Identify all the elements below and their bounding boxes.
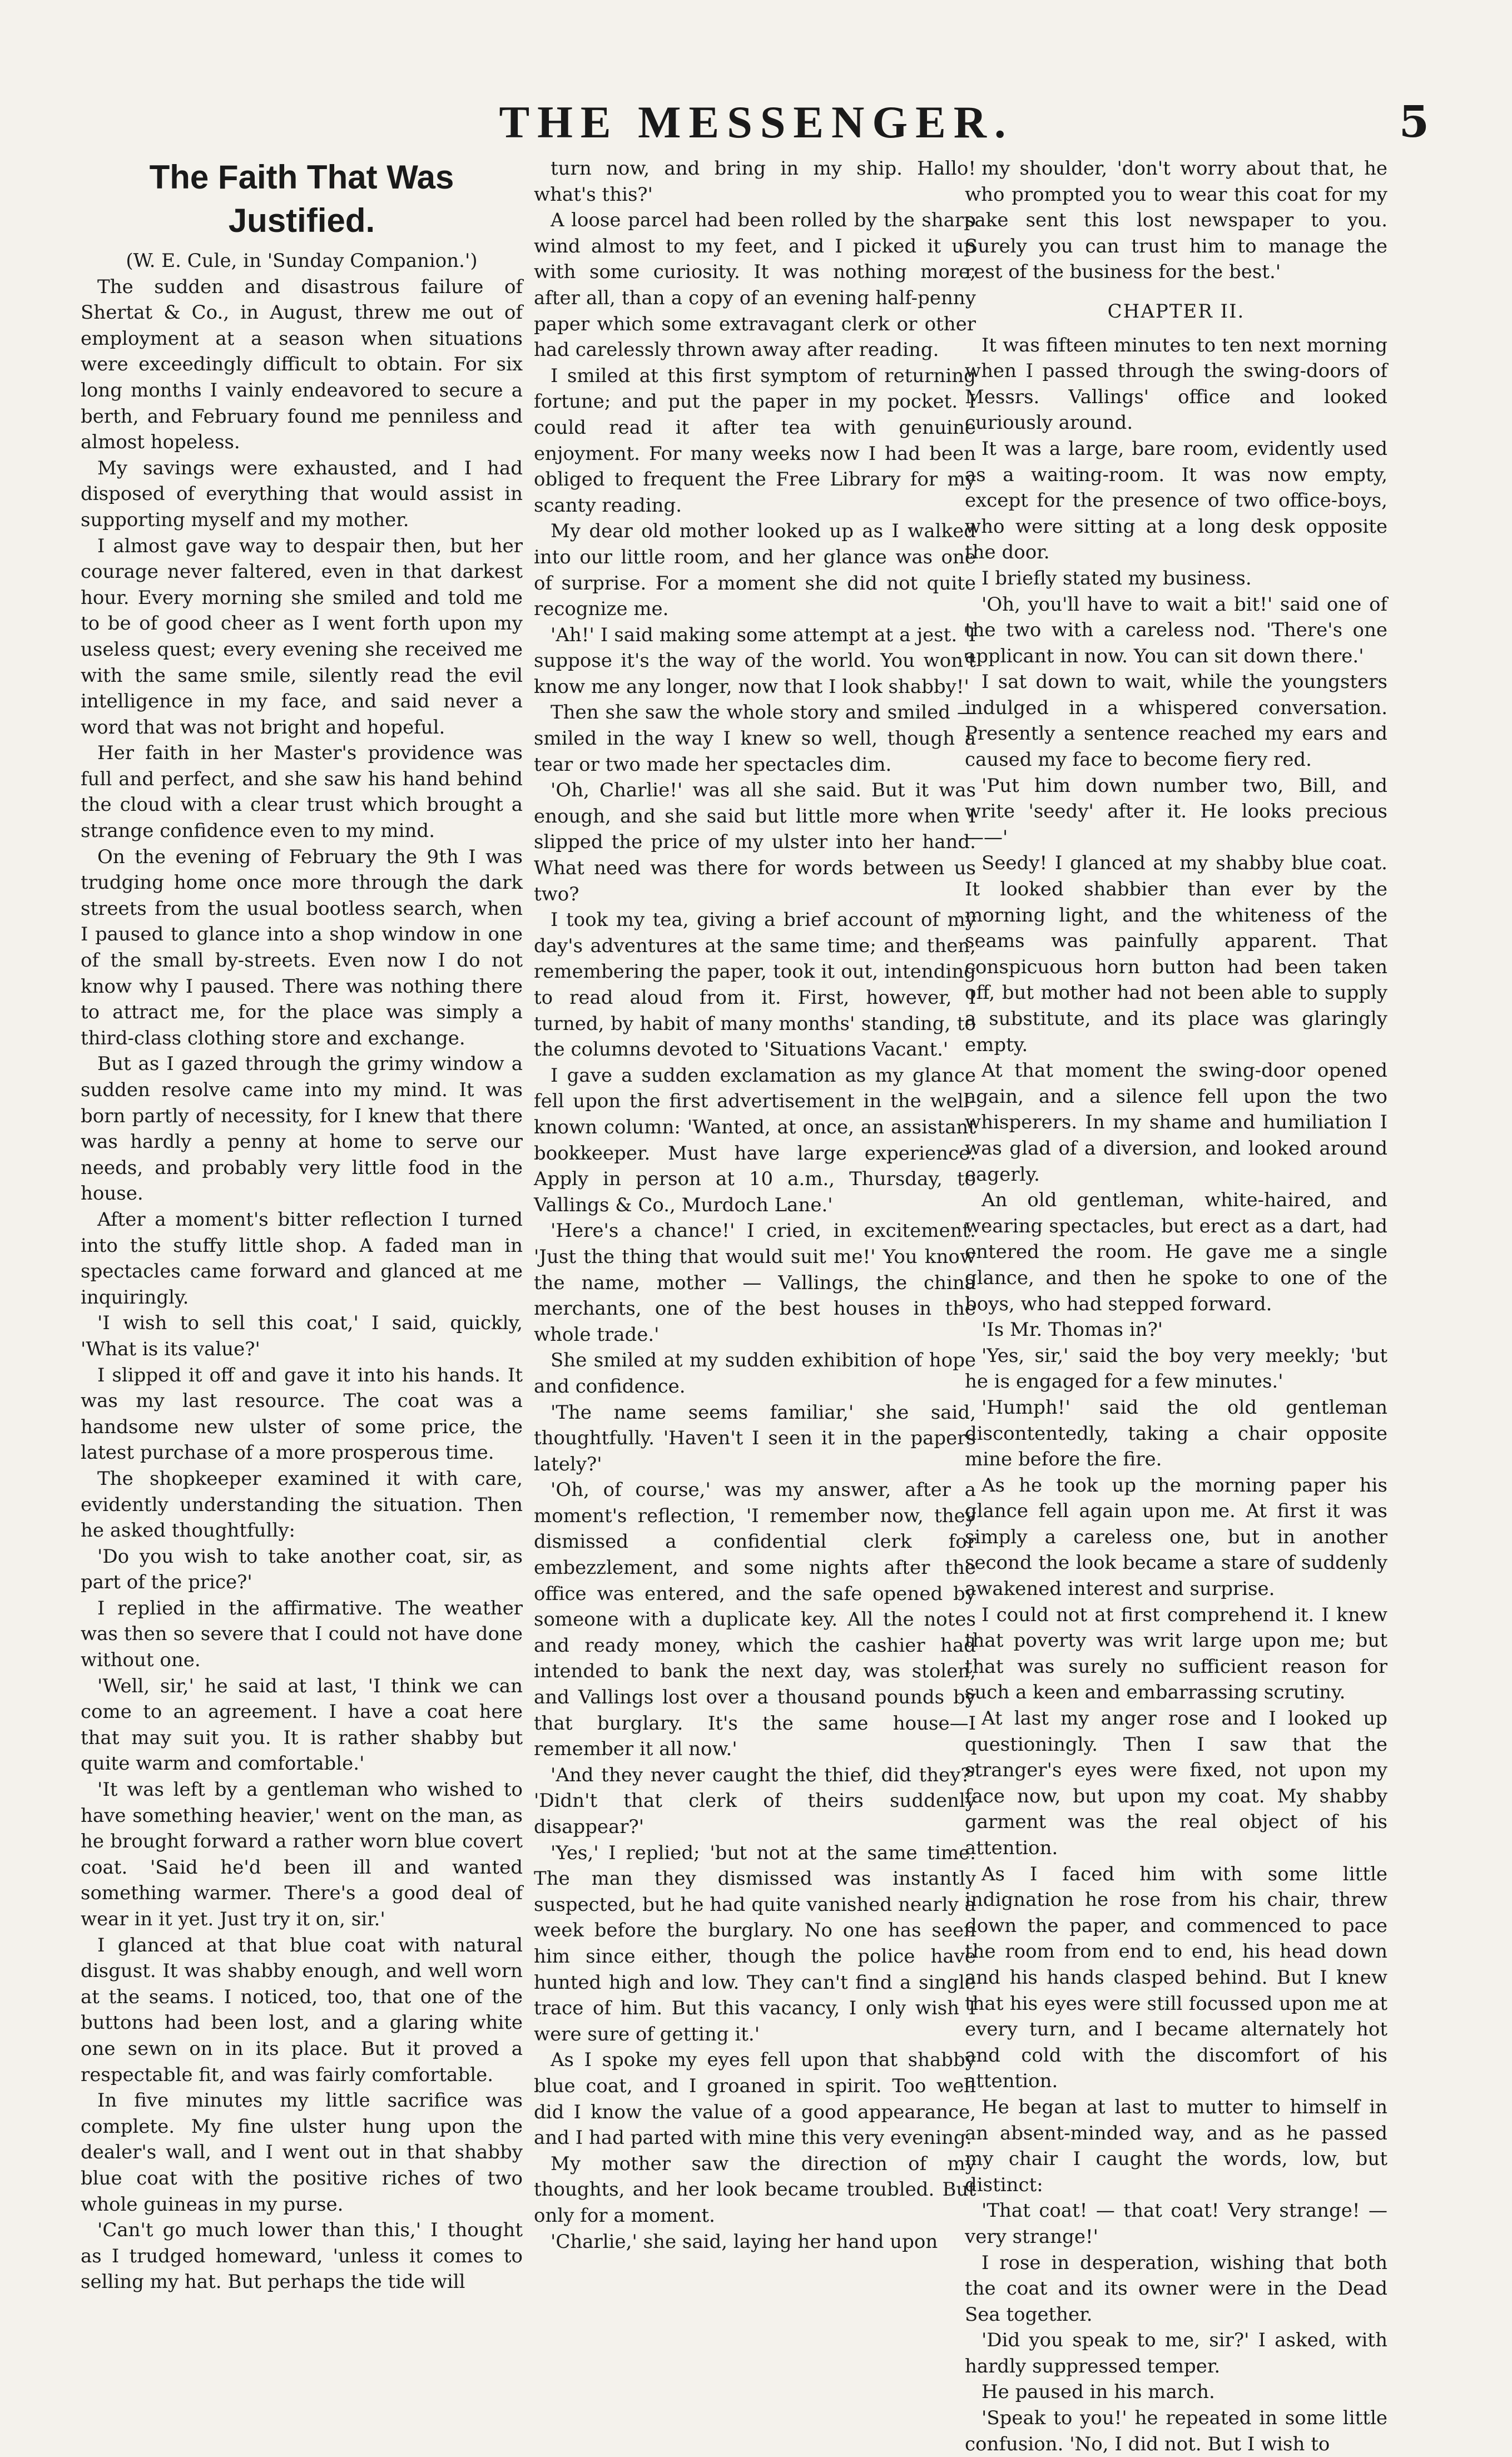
paragraph: I took my tea, giving a brief account of my day's adventures at the same time; and then, remembering the paper, took it out, intending to read aloud from it. First, however, I turned, by habit of many months' standing, to the columns devoted to 'Situations Vacant.' [534, 909, 976, 1061]
paragraph: It was a large, bare room, evidently used as a waiting-room. It was now empty, except for the presence of two office-boys, who were sitting at a long desk opposite the door. [965, 437, 1387, 564]
masthead-title: THE MESSENGER. [499, 97, 1014, 147]
column-1-body [81, 274, 523, 2295]
paragraph: 'Oh, of course,' was my answer, after a moment's reflection, 'I remember now, they dismissed a confidential clerk for embezzlement, and some nights after the office was entered, and the safe opened by someone with a duplicate key. All the notes and ready money, which the cashier had intended to bank the next day, was stolen, and Vallings lost over a thousand pounds by that burglary. It's the same house—I remember it all now.' [534, 1479, 976, 1761]
paragraph: At that moment the swing-door opened again, and a silence fell upon the two whisperers. In my shame and humiliation I was glad of a diversion, and looked around eagerly. [965, 1059, 1387, 1186]
paragraph: Her faith in her Master's providence was full and perfect, and she saw his hand behind the cloud with a clear trust which brought a strange confidence even to my mind. [81, 742, 523, 843]
paragraph: The shopkeeper examined it with care, evidently understanding the situation. Then he asked thoughtfully: [81, 1467, 523, 1542]
paragraph: 'Yes,' I replied; 'but not at the same time. The man they dismissed was instantly suspected, but he had quite vanished nearly a week before the burglary. No one has seen him since either, though the police have hunted high and low. They can't find a single trace of him. But this vacancy, I only wish I were sure of getting it.' [534, 1841, 976, 2045]
paragraph: 'Put him down number two, Bill, and write 'seedy' after it. He looks precious ——' [965, 774, 1387, 849]
paragraph: I replied in the affirmative. The weather was then so severe that I could not have done without one. [81, 1597, 523, 1672]
paragraph: 'Do you wish to take another coat, sir, as part of the price?' [81, 1545, 523, 1594]
paragraph: My mother saw the direction of my thoughts, and her look became troubled. But only for a moment. [534, 2152, 976, 2227]
article-column-1 [81, 156, 523, 2308]
paragraph: As I spoke my eyes fell upon that shabby blue coat, and I groaned in spirit. Too well did I know the value of a good appearance, and I had parted with mine this very evening. [534, 2049, 976, 2149]
paragraph: 'Speak to you!' he repeated in some little confusion. 'No, I did not. But I wish to [965, 2407, 1387, 2455]
paragraph: 'Is Mr. Thomas in?' [981, 1319, 1163, 1341]
article-column-2 [534, 156, 976, 2308]
paragraph: In five minutes my little sacrifice was complete. My fine ulster hung upon the dealer's wall, and I went out in that shabby blue coat with the positive riches of two whole guineas in my purse. [81, 2089, 523, 2216]
column-2-body [534, 156, 976, 2255]
paragraph: I rose in desperation, wishing that both the coat and its owner were in the Dead Sea together. [965, 2251, 1387, 2326]
paragraph: After a moment's bitter reflection I turned into the stuffy little shop. A faded man in spectacles came forward and glanced at me inquiringly. [81, 1208, 523, 1309]
paragraph: 'That coat! — that coat! Very strange! —very strange!' [965, 2200, 1387, 2248]
page-number: 5 [1399, 97, 1429, 147]
paragraph: She smiled at my sudden exhibition of hope and confidence. [534, 1349, 976, 1398]
paragraph: I smiled at this first symptom of returning fortune; and put the paper in my pocket. I could read it after tea with genuine enjoyment. For many weeks now I had been obliged to frequent the Free Library for my scanty reading. [534, 364, 976, 517]
paragraph: But as I gazed through the grimy window a sudden resolve came into my mind. It was born partly of necessity, for I knew that there was hardly a penny at home to serve our needs, and probably very little food in the house. [81, 1053, 523, 1205]
paragraph: my shoulder, 'don't worry about that, he who prompted you to wear this coat for my sake sent this lost newspaper to you. Surely you can trust him to manage the rest of the business for the best.' [965, 157, 1387, 284]
paragraph: It was fifteen minutes to ten next morning when I passed through the swing-doors of Messrs. Vallings' office and looked curiously around. [965, 334, 1387, 434]
paragraph: 'Can't go much lower than this,' I thought as I trudged homeward, 'unless it comes to selling my hat. But perhaps the tide will [81, 2219, 523, 2293]
paragraph: Then she saw the whole story and smiled —smiled in the way I knew so well, though a tear or two made her spectacles dim. [534, 701, 976, 776]
paragraph: He paused in his march. [981, 2381, 1215, 2404]
masthead [83, 92, 1429, 153]
paragraph: As he took up the morning paper his glance fell again upon me. At first it was simply a careless one, but in another second the look became a stare of suddenly awakened interest and surprise. [965, 1474, 1387, 1601]
paragraph: 'Oh, Charlie!' was all she said. But it was enough, and she said but little more when I slipped the price of my ulster into her hand. What need was there for words between us two? [534, 779, 976, 905]
paragraph: I glanced at that blue coat with natural disgust. It was shabby enough, and well worn at the seams. I noticed, too, that one of the buttons had been lost, and a glaring white one sewn on in its place. But it proved a respectable fit, and was fairly comfortable. [81, 1934, 523, 2086]
paragraph: 'I wish to sell this coat,' I said, quickly, 'What is its value?' [81, 1312, 523, 1360]
paragraph: My savings were exhausted, and I had disposed of everything that would assist in supporting myself and my mother. [81, 457, 523, 531]
column-3-body [965, 156, 1387, 2457]
paragraph: 'The name seems familiar,' she said, thoughtfully. 'Haven't I seen it in the papers lately?' [534, 1401, 976, 1475]
paragraph: 'Yes, sir,' said the boy very meekly; 'but he is engaged for a few minutes.' [965, 1344, 1387, 1393]
paragraph: He began at last to mutter to himself in an absent-minded way, and as he passed my chair I caught the words, low, but distinct: [965, 2096, 1387, 2196]
paragraph: The sudden and disastrous failure of Shertat & Co., in August, threw me out of employment at a season when situations were exceedingly difficult to obtain. For six long months I vainly endeavored to secure a berth, and February found me penniless and almost hopeless. [81, 275, 523, 454]
paragraph: My dear old mother looked up as I walked into our little room, and her glance was one of surprise. For a moment she did not quite recognize me. [534, 520, 976, 621]
paragraph: I could not at first comprehend it. I knew that poverty was writ large upon me; but that was surely no sufficient reason for such a keen and embarrassing scrutiny. [965, 1603, 1387, 1704]
paragraph: On the evening of February the 9th I was trudging home once more through the dark streets from the usual bootless search, when I paused to glance into a shop window in one of the small by-streets. Even now I do not know why I paused. There was nothing there to attract me, for the place was simply a third-class clothing store and exchange. [81, 845, 523, 1049]
article-column-3 [965, 156, 1387, 2455]
byline: (W. E. Cule, in 'Sunday Companion.') [126, 250, 478, 272]
paragraph: A loose parcel had been rolled by the sharp wind almost to my feet, and I picked it up with some curiosity. It was nothing more, after all, than a copy of an evening half-penny paper which some extravagant clerk or other had carelessly thrown away after reading. [534, 209, 976, 361]
paragraph: 'It was left by a gentleman who wished to have something heavier,' went on the man, as he brought forward a rather worn blue covert coat. 'Said he'd been ill and wanted something warmer. There's a good deal of wear in it yet. Just try it on, sir.' [81, 1779, 523, 1930]
paragraph: I slipped it off and gave it into his hands. It was my last resource. The coat was a handsome new ulster of some price, the latest purchase of a more prosperous time. [81, 1364, 523, 1464]
paragraph: I almost gave way to despair then, but her courage never faltered, even in that darkest hour. Every morning she smiled and told me to be of good cheer as I went forth upon my useless quest; every evening she received me with the same smile, silently read the evil intelligence in my face, and said never a word that was not bright and hopeful. [81, 534, 523, 739]
paragraph: 'Humph!' said the old gentleman discontentedly, taking a chair opposite mine before the fire. [965, 1396, 1387, 1471]
paragraph: 'Charlie,' she said, laying her hand upon [551, 2230, 938, 2253]
paragraph: 'Did you speak to me, sir?' I asked, with hardly suppressed temper. [965, 2329, 1387, 2377]
article-title: The Faith That Was Justified. [149, 158, 454, 239]
paragraph: 'Ah!' I said making some attempt at a jest. 'I suppose it's the way of the world. You won't know me any longer, now that I look shabby!' [534, 623, 976, 698]
paragraph: As I faced him with some little indignation he rose from his chair, threw down the paper, and commenced to pace the room from end to end, his head down and his hands clasped behind. But I knew that his eyes were still focussed upon me at every turn, and I became alternately hot and cold with the discomfort of his attention. [965, 1862, 1387, 2093]
paragraph: 'And they never caught the thief, did they?' 'Didn't that clerk of theirs suddenly disappear?' [534, 1764, 976, 1838]
paragraph: 'Well, sir,' he said at last, 'I think we can come to an agreement. I have a coat here that may suit you. It is rather shabby but quite warm and comfortable.' [81, 1675, 523, 1775]
paragraph: I sat down to wait, while the youngsters indulged in a whispered conversation. Presently a sentence reached my ears and caused my face to become fiery red. [965, 671, 1387, 771]
paragraph: 'Here's a chance!' I cried, in excitement. 'Just the thing that would suit me!' You know the name, mother — Vallings, the china merchants, one of the best houses in the whole trade.' [534, 1220, 976, 1346]
paragraph: 'Oh, you'll have to wait a bit!' said one of the two with a careless nod. 'There's one applicant in now. You can sit down there.' [965, 593, 1387, 667]
chapter-heading: CHAPTER II. [1107, 300, 1245, 323]
paragraph: turn now, and bring in my ship. Hallo! what's this?' [534, 157, 976, 206]
paragraph: At last my anger rose and I looked up questioningly. Then I saw that the stranger's eyes were fixed, not upon my face now, but upon my coat. My shabby garment was the real object of his attention. [965, 1707, 1387, 1859]
paragraph: Seedy! I glanced at my shabby blue coat. It looked shabbier than ever by the morning light, and the whiteness of the seams was painfully apparent. That conspicuous horn button had been taken off, but mother had not been able to supply a substitute, and its place was glaringly empty. [965, 852, 1387, 1056]
paragraph: An old gentleman, white-haired, and wearing spectacles, but erect as a dart, had entered the room. He gave me a single glance, and then he spoke to one of the boys, who had stepped forward. [965, 1189, 1387, 1315]
paragraph: I gave a sudden exclamation as my glance fell upon the first advertisement in the well-known column: 'Wanted, at once, an assistant bookkeeper. Must have large experience. Apply in person at 10 a.m., Thursday, to Vallings & Co., Murdoch Lane.' [534, 1064, 976, 1216]
paragraph: I briefly stated my business. [981, 567, 1252, 590]
